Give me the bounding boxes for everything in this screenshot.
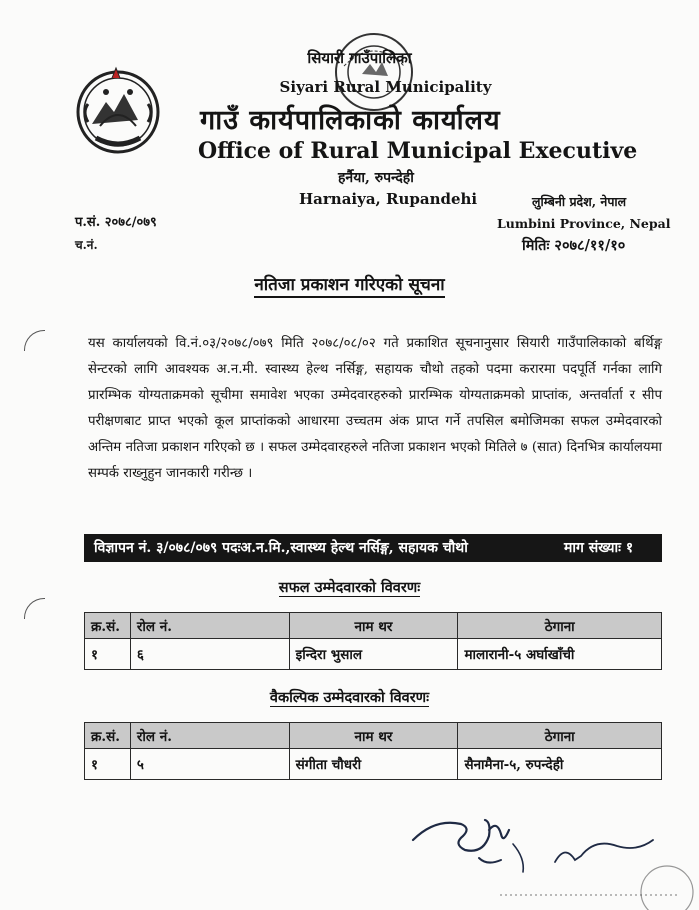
advert-label: विज्ञापन नं. ३/०७८/०७९ पदःअ.न.मि.,स्वास्थ्य हेल्थ नर्सिङ्ग, सहायक चौथो	[94, 540, 468, 556]
notice-body: यस कार्यालयको वि.नं.०३/२०७८/०७९ मिति २०७८/०८/०२ गते प्रकाशित सूचनानुसार सियारी गाउँपालिकाको बर्थिङ्ग सेन्टरको लागि आवश्यक अ.न.मी. स्वास्थ्य हेल्थ नर्सिङ्ग, सहायक चौथो तहको पदमा करारमा पदपूर्ति गर्नका लागि प्रारम्भिक योग्यताक्रमको सूचीमा समावेश भएका उम्मेदवारहरुको प्रारम्भिक योग्यताक्रमको प्राप्तांक, अन्तर्वार्ता र सीप परीक्षणबाट प्राप्त भएको कूल प्राप्तांकको आधारमा उच्चतम अंक प्राप्त गर्ने तपसिल बमोजिमका सफल उम्मेदवारको अन्तिम नतिजा प्रकाशन गरिएको छ । सफल उम्मेदवारहरुले नतिजा प्रकाशन भएको मितिले ७ (सात) दिनभित्र कार्यालयमा सम्पर्क राख्नुहुन जानकारी गरीन्छ ।	[88, 336, 662, 481]
table-row	[85, 639, 662, 670]
col-name: नाम थर	[289, 613, 458, 639]
advert-band	[84, 534, 662, 562]
office-name-np: गाउँ कार्यपालिकाको कार्यालय	[200, 105, 501, 136]
punch-hole-mark	[24, 330, 45, 351]
cell-name: संगीता चौधरी	[289, 749, 458, 780]
successful-title-text: सफल उम्मेदवारको विवरणः	[278, 579, 421, 596]
province-en: Lumbini Province, Nepal	[497, 216, 671, 231]
cell-address: सैनामैना-५, रुपन्देही	[458, 749, 662, 780]
table-header-row	[85, 723, 662, 749]
col-address: ठेगाना	[458, 723, 662, 749]
col-serial: क्र.सं.	[85, 723, 131, 749]
municipality-name-en: Siyari Rural Municipality	[279, 78, 492, 96]
punch-hole-mark	[24, 598, 45, 619]
province-np: लुम्बिनी प्रदेश, नेपाल	[532, 194, 627, 209]
demand-count: माग संख्याः १	[564, 540, 634, 556]
dispatch-number: च.नं.	[75, 238, 98, 252]
municipality-name-np: सियारी गाउँपालिका	[307, 49, 412, 67]
alternate-section-title	[0, 687, 699, 707]
address-np: हर्नैया, रुपन्देही	[338, 170, 414, 186]
cell-name: इन्दिरा भुसाल	[289, 639, 458, 670]
successful-section-title	[0, 577, 699, 597]
cell-serial: १	[85, 749, 131, 780]
successful-table	[84, 612, 662, 670]
col-address: ठेगाना	[458, 613, 662, 639]
issue-date: मितिः २०७८/११/१०	[522, 237, 626, 254]
alternate-table	[84, 722, 662, 780]
cell-serial: १	[85, 639, 131, 670]
cell-address: मालारानी-५ अर्घाखाँची	[458, 639, 662, 670]
col-serial: क्र.सं.	[85, 613, 131, 639]
reference-number: प.सं. २०७८/०७९	[75, 215, 157, 230]
alternate-title-text: वैकल्पिक उम्मेदवारको विवरणः	[269, 689, 430, 706]
table-row	[85, 749, 662, 780]
notice-title	[0, 272, 699, 295]
cell-roll: ५	[130, 749, 289, 780]
col-roll: रोल नं.	[130, 723, 289, 749]
notice-title-text: नतिजा प्रकाशन गरिएको सूचना	[254, 275, 444, 298]
address-en: Harnaiya, Rupandehi	[299, 190, 478, 208]
office-name-en: Office of Rural Municipal Executive	[198, 138, 638, 164]
cell-roll: ६	[130, 639, 289, 670]
table-header-row	[85, 613, 662, 639]
signature	[405, 800, 695, 910]
col-name: नाम थर	[289, 723, 458, 749]
col-roll: रोल नं.	[130, 613, 289, 639]
